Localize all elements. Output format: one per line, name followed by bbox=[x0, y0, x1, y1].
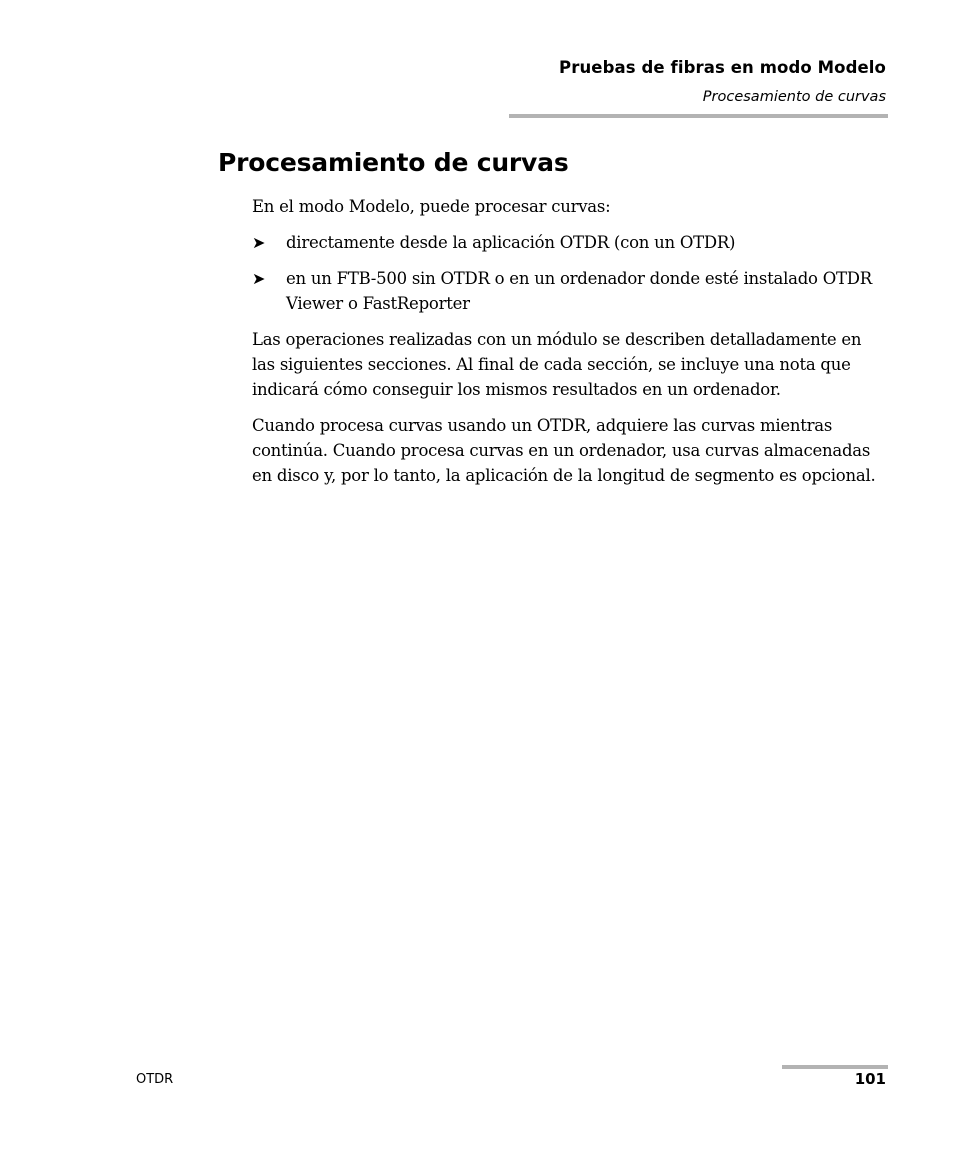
list-item bbox=[252, 230, 884, 255]
list-item-text: directamente desde la aplicación OTDR (con un OTDR) bbox=[286, 233, 736, 252]
header-chapter-title: Pruebas de fibras en modo Modelo bbox=[559, 58, 886, 77]
running-header bbox=[559, 56, 886, 108]
arrow-bullet-icon: ➤ bbox=[252, 269, 266, 288]
header-section-title: Procesamiento de curvas bbox=[702, 89, 886, 105]
header-rule bbox=[509, 114, 888, 118]
body-content bbox=[252, 194, 884, 499]
body-paragraph: Cuando procesa curvas usando un OTDR, adquiere las curvas mientras continúa. Cuando procesa curvas en un ordenador, usa curvas almacenadas en disco y, por lo tanto, la aplicación de la longitud de segmento es opcional. bbox=[252, 416, 876, 485]
list-item bbox=[252, 266, 884, 316]
bullet-list bbox=[252, 230, 884, 316]
page-title: Procesamiento de curvas bbox=[218, 148, 569, 177]
body-paragraph: Las operaciones realizadas con un módulo se describen detalladamente en las siguientes secciones. Al final de cada sección, se incluye una nota que indicará cómo conseguir los mismos resultados en un ordenador. bbox=[252, 330, 862, 399]
page-number: 101 bbox=[854, 1070, 886, 1088]
list-item-text: en un FTB-500 sin OTDR o en un ordenador donde esté instalado OTDR Viewer o FastReporter bbox=[286, 269, 872, 313]
intro-paragraph: En el modo Modelo, puede procesar curvas: bbox=[252, 197, 611, 216]
arrow-bullet-icon: ➤ bbox=[252, 233, 266, 252]
footer-product-name: OTDR bbox=[136, 1072, 174, 1087]
